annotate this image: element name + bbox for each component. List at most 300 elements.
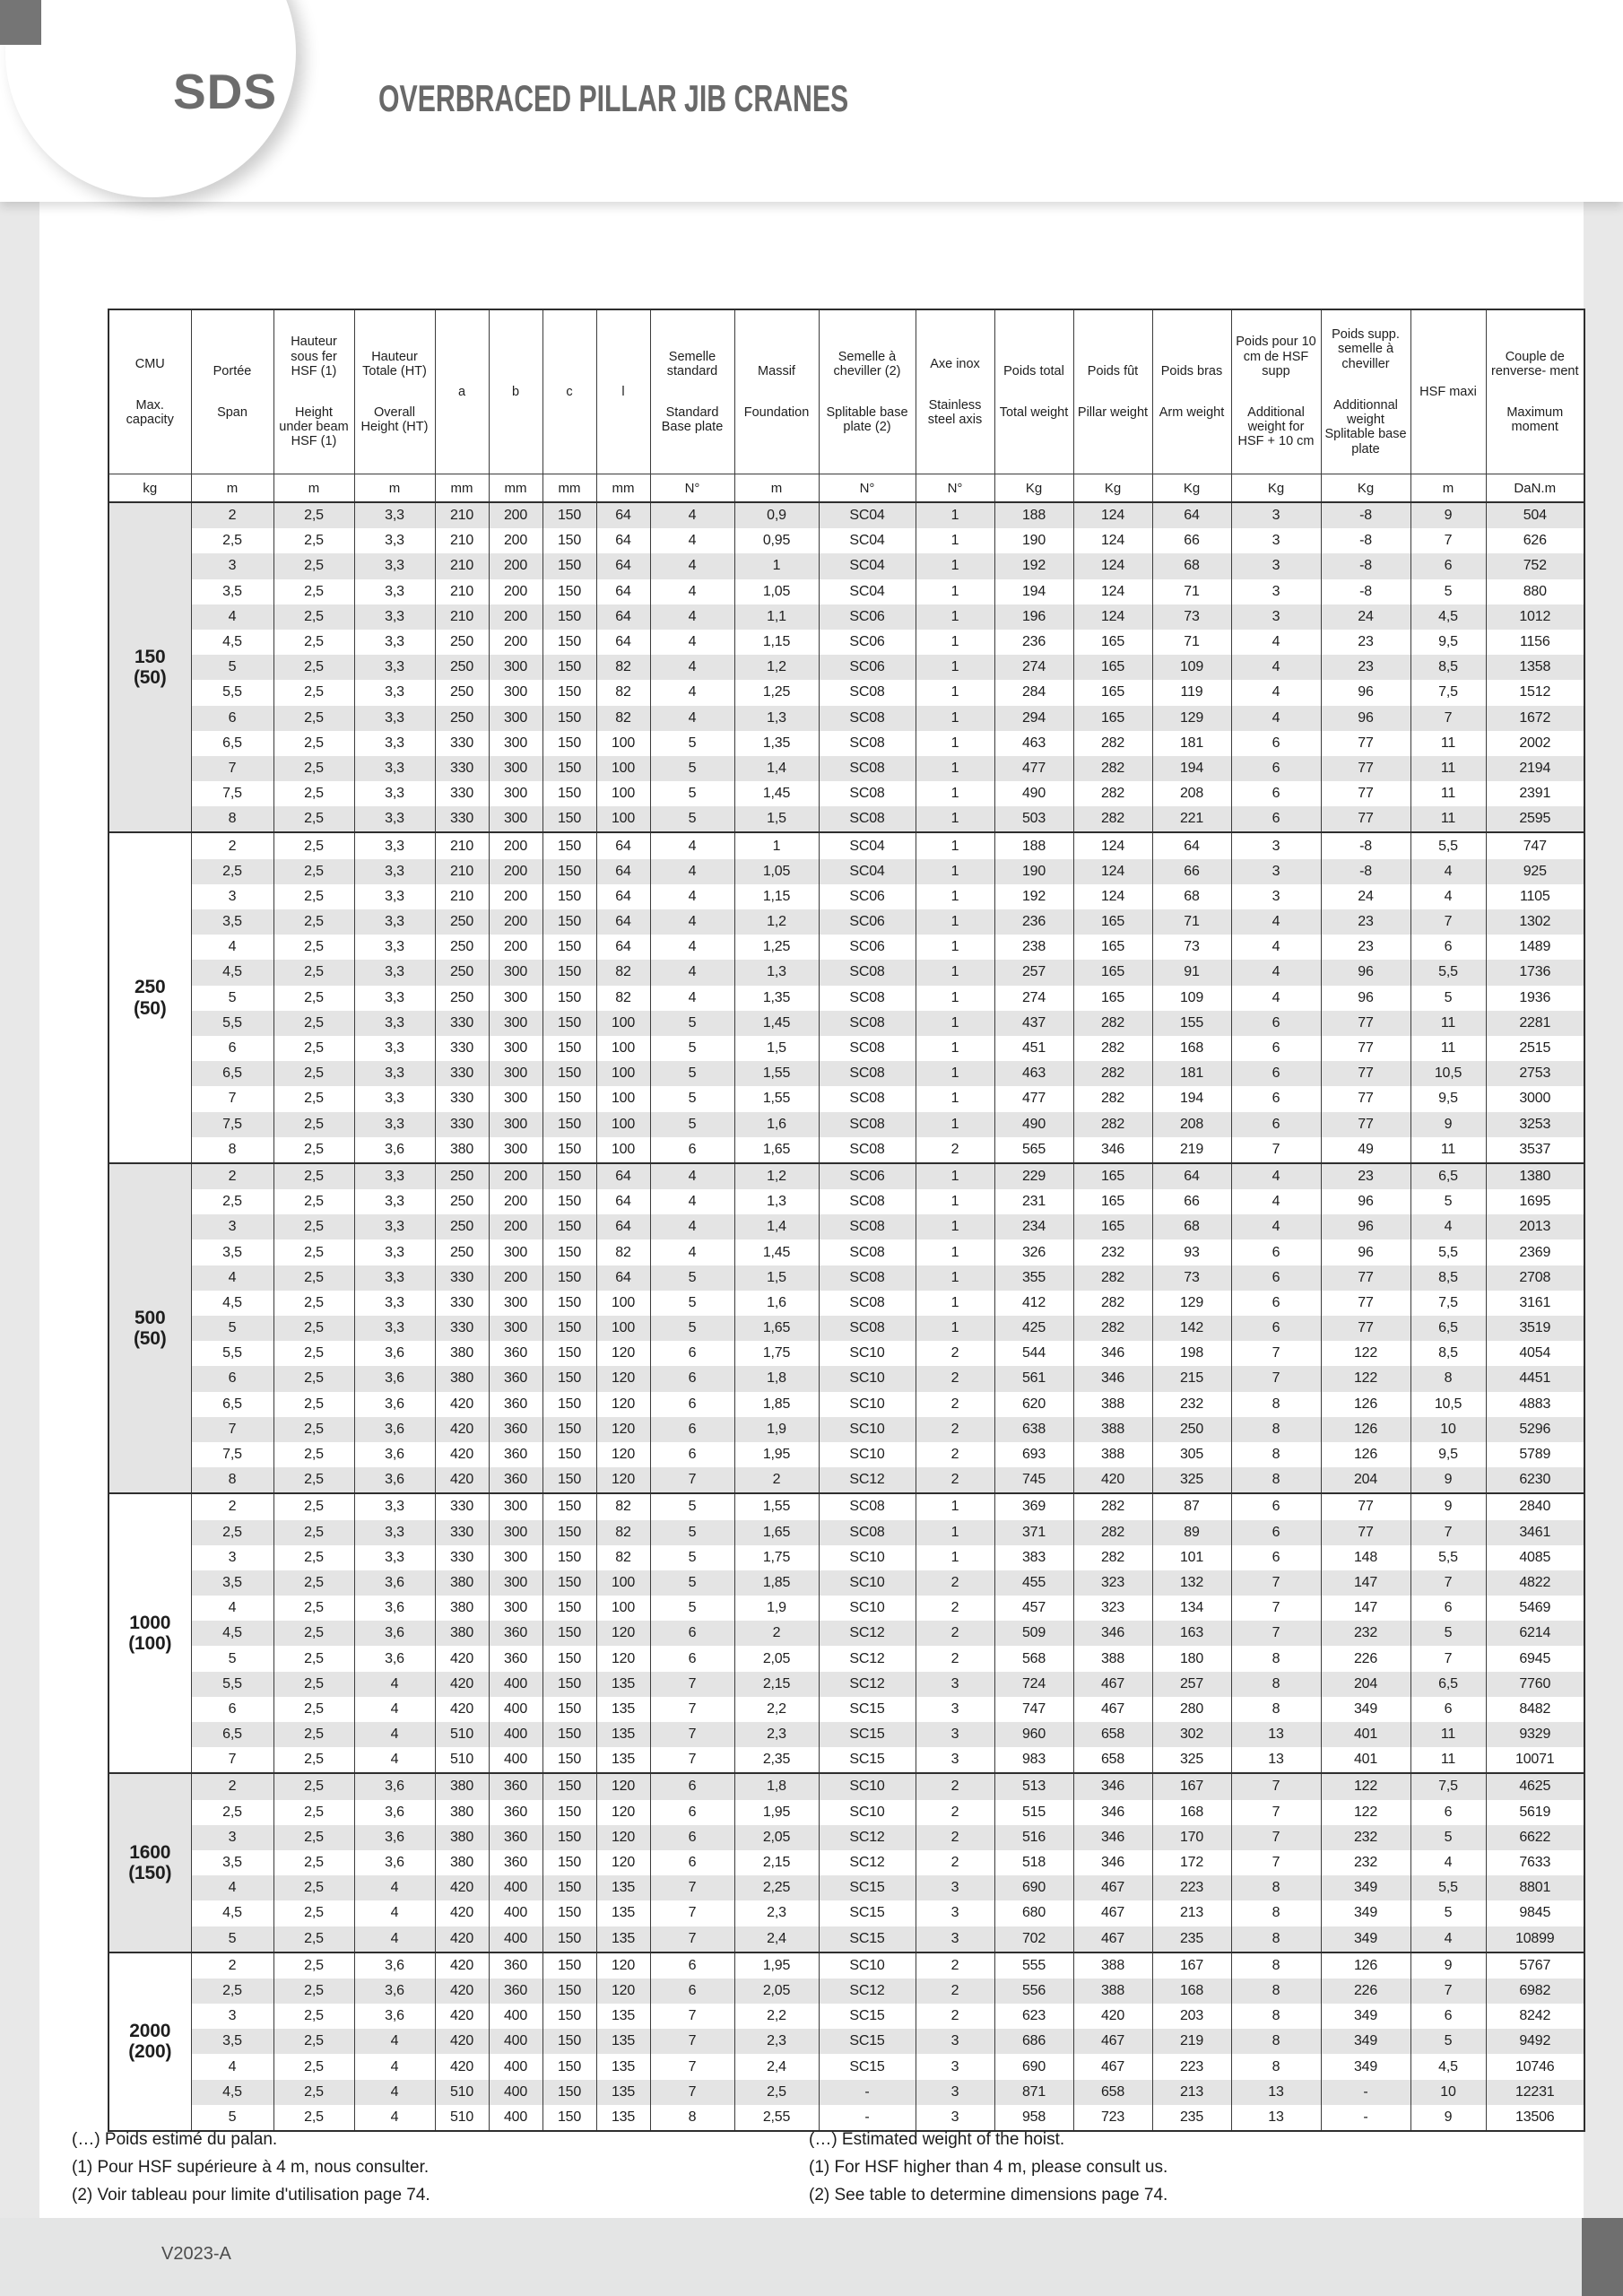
table-cell: 5 xyxy=(191,1926,273,1952)
table-row xyxy=(108,1979,1584,2004)
table-cell: 210 xyxy=(435,579,489,604)
unit-cell: mm xyxy=(435,474,489,503)
table-cell: SC08 xyxy=(819,1493,916,1519)
table-cell: 8801 xyxy=(1486,1875,1584,1900)
table-cell: 64 xyxy=(596,935,650,960)
table-cell: 6 xyxy=(1231,1265,1321,1291)
table-cell: SC08 xyxy=(819,680,916,705)
table-cell: 150 xyxy=(542,909,596,935)
table-cell: 2,5 xyxy=(273,1979,354,2004)
table-cell: 2 xyxy=(191,1493,273,1519)
column-label-fr: Hauteur sous fer HSF (1) xyxy=(291,335,337,378)
column-label-en: Additional weight for HSF + 10 cm xyxy=(1237,405,1315,449)
table-cell: 6 xyxy=(650,1417,734,1442)
table-cell: 4 xyxy=(354,1672,435,1697)
table-cell: 8 xyxy=(1410,1366,1486,1391)
table-cell: 82 xyxy=(596,1520,650,1545)
table-cell: 9,5 xyxy=(1410,1442,1486,1467)
table-cell: 300 xyxy=(489,1545,542,1570)
table-cell: 71 xyxy=(1152,579,1231,604)
table-cell: 300 xyxy=(489,1086,542,1111)
table-cell: 172 xyxy=(1152,1850,1231,1875)
table-cell: 300 xyxy=(489,1061,542,1086)
table-cell: 2,5 xyxy=(273,1646,354,1671)
table-cell: 7,5 xyxy=(191,1112,273,1137)
table-cell: 346 xyxy=(1073,1773,1152,1799)
table-cell: SC08 xyxy=(819,706,916,731)
table-cell: 11 xyxy=(1410,756,1486,781)
table-cell: 96 xyxy=(1321,960,1410,985)
column-header xyxy=(650,309,734,474)
table-cell: 2,15 xyxy=(734,1850,819,1875)
table-cell: 425 xyxy=(994,1316,1073,1341)
table-cell: 1,45 xyxy=(734,1239,819,1265)
table-cell: 503 xyxy=(994,806,1073,832)
table-cell: 4 xyxy=(650,630,734,655)
table-cell: 4 xyxy=(1231,1214,1321,1239)
capacity-value: 1000 xyxy=(129,1612,171,1633)
table-cell: 150 xyxy=(542,1545,596,1570)
table-cell: 2391 xyxy=(1486,781,1584,806)
table-cell: 204 xyxy=(1321,1467,1410,1493)
unit-cell: N° xyxy=(819,474,916,503)
table-cell: 565 xyxy=(994,1137,1073,1163)
table-cell: 400 xyxy=(489,2004,542,2029)
table-cell: 6 xyxy=(191,1366,273,1391)
column-header xyxy=(273,309,354,474)
table-cell: SC15 xyxy=(819,1697,916,1722)
table-cell: SC15 xyxy=(819,1722,916,1747)
table-cell: 71 xyxy=(1152,630,1231,655)
column-header xyxy=(1321,309,1410,474)
table-cell: 2,5 xyxy=(273,1875,354,1900)
table-cell: 64 xyxy=(1152,832,1231,858)
table-cell: 3 xyxy=(191,884,273,909)
table-cell: 4 xyxy=(1231,706,1321,731)
table-cell: 2,5 xyxy=(273,2054,354,2079)
table-cell: 2,5 xyxy=(273,884,354,909)
table-cell: 1 xyxy=(916,553,994,578)
table-cell: 8 xyxy=(1231,1467,1321,1493)
table-cell: 380 xyxy=(435,1137,489,1163)
table-cell: 8 xyxy=(1231,1672,1321,1697)
right-margin-strip xyxy=(1584,202,1623,2218)
table-cell: 2,5 xyxy=(191,1800,273,1825)
table-cell: 120 xyxy=(596,1341,650,1366)
table-cell: 2,3 xyxy=(734,1722,819,1747)
table-cell: 7 xyxy=(1410,528,1486,553)
table-cell: 232 xyxy=(1321,1850,1410,1875)
table-cell: SC06 xyxy=(819,884,916,909)
table-cell: 5,5 xyxy=(1410,960,1486,985)
table-cell: 2,5 xyxy=(273,781,354,806)
table-cell: 282 xyxy=(1073,806,1152,832)
table-cell: 150 xyxy=(542,756,596,781)
table-cell: 690 xyxy=(994,2054,1073,2079)
table-cell: 150 xyxy=(542,1570,596,1596)
table-cell: 96 xyxy=(1321,680,1410,705)
table-cell: 388 xyxy=(1073,1952,1152,1979)
table-cell: 150 xyxy=(542,1979,596,2004)
table-cell: 2,5 xyxy=(273,553,354,578)
table-cell: 120 xyxy=(596,1825,650,1850)
table-cell: 658 xyxy=(1073,1747,1152,1773)
table-cell: 2,5 xyxy=(273,1467,354,1493)
table-cell: 150 xyxy=(542,1722,596,1747)
table-cell: 2,5 xyxy=(273,2029,354,2054)
table-cell: 282 xyxy=(1073,1011,1152,1036)
table-cell: 3,6 xyxy=(354,1621,435,1646)
table-row xyxy=(108,1520,1584,1545)
table-cell: 330 xyxy=(435,806,489,832)
table-cell: 9,5 xyxy=(1410,1086,1486,1111)
table-cell: 400 xyxy=(489,1697,542,1722)
table-cell: 282 xyxy=(1073,1545,1152,1570)
table-cell: 300 xyxy=(489,680,542,705)
table-cell: 64 xyxy=(596,1214,650,1239)
column-header xyxy=(596,309,650,474)
table-cell: 282 xyxy=(1073,756,1152,781)
table-cell: 3,3 xyxy=(354,832,435,858)
table-cell: 467 xyxy=(1073,1926,1152,1952)
column-header xyxy=(916,309,994,474)
table-cell: SC15 xyxy=(819,1875,916,1900)
table-cell: 1,3 xyxy=(734,960,819,985)
table-cell: 77 xyxy=(1321,1265,1410,1291)
column-label-fr: Semelle standard xyxy=(666,349,718,378)
table-cell: 5 xyxy=(650,1011,734,1036)
table-cell: 2,5 xyxy=(273,1520,354,1545)
table-cell: 380 xyxy=(435,1773,489,1799)
table-cell: 9329 xyxy=(1486,1722,1584,1747)
table-row xyxy=(108,1850,1584,1875)
table-cell: 3,6 xyxy=(354,1442,435,1467)
table-cell: 250 xyxy=(435,1189,489,1214)
table-cell: 71 xyxy=(1152,909,1231,935)
table-cell: 1 xyxy=(916,1036,994,1061)
table-row xyxy=(108,1036,1584,1061)
table-cell: 135 xyxy=(596,2029,650,2054)
table-cell: 6 xyxy=(1231,1493,1321,1519)
table-cell: 200 xyxy=(489,630,542,655)
table-cell: 2,5 xyxy=(273,1189,354,1214)
table-cell: 1302 xyxy=(1486,909,1584,935)
table-cell: 120 xyxy=(596,1366,650,1391)
table-cell: 6 xyxy=(650,1952,734,1979)
table-cell: SC15 xyxy=(819,2054,916,2079)
table-cell: 2,5 xyxy=(273,935,354,960)
table-cell: 5296 xyxy=(1486,1417,1584,1442)
table-cell: SC10 xyxy=(819,1392,916,1417)
table-cell: 210 xyxy=(435,832,489,858)
table-cell: 556 xyxy=(994,1979,1073,2004)
table-cell: 6214 xyxy=(1486,1621,1584,1646)
table-cell: 10 xyxy=(1410,1417,1486,1442)
table-cell: 3,3 xyxy=(354,1112,435,1137)
table-row xyxy=(108,1672,1584,1697)
table-cell: 232 xyxy=(1152,1392,1231,1417)
table-cell: 3,5 xyxy=(191,579,273,604)
table-cell: 221 xyxy=(1152,806,1231,832)
table-cell: SC08 xyxy=(819,960,916,985)
table-cell: 5 xyxy=(650,1036,734,1061)
capacity-value: 2000 xyxy=(129,2020,171,2041)
table-cell: 150 xyxy=(542,1875,596,1900)
table-cell: 349 xyxy=(1321,1697,1410,1722)
table-cell: 64 xyxy=(596,1189,650,1214)
table-cell: 5 xyxy=(1410,2029,1486,2054)
table-cell: 2,5 xyxy=(273,604,354,630)
table-cell: 4 xyxy=(1410,859,1486,884)
table-cell: 6,5 xyxy=(1410,1163,1486,1189)
table-cell: 250 xyxy=(435,630,489,655)
table-cell: 1,45 xyxy=(734,1011,819,1036)
table-row xyxy=(108,1493,1584,1519)
table-cell: 360 xyxy=(489,1341,542,1366)
table-cell: 4 xyxy=(650,706,734,731)
table-row xyxy=(108,604,1584,630)
footnote-line: (…) Estimated weight of the hoist. xyxy=(809,2130,1065,2149)
column-header xyxy=(435,309,489,474)
table-cell: 165 xyxy=(1073,935,1152,960)
table-cell: 165 xyxy=(1073,909,1152,935)
table-cell: 3,6 xyxy=(354,2004,435,2029)
table-cell: 346 xyxy=(1073,1825,1152,1850)
table-cell: 9 xyxy=(1410,1467,1486,1493)
table-cell: 360 xyxy=(489,1850,542,1875)
table-cell: 150 xyxy=(542,806,596,832)
table-cell: 330 xyxy=(435,1112,489,1137)
table-cell: 5 xyxy=(650,781,734,806)
table-cell: 380 xyxy=(435,1341,489,1366)
table-cell: 2 xyxy=(916,1467,994,1493)
table-cell: 3,3 xyxy=(354,1291,435,1316)
table-cell: 1,75 xyxy=(734,1341,819,1366)
table-cell: 300 xyxy=(489,960,542,985)
table-cell: SC08 xyxy=(819,1520,916,1545)
table-cell: 134 xyxy=(1152,1596,1231,1621)
table-cell: 66 xyxy=(1152,859,1231,884)
table-cell: 135 xyxy=(596,1722,650,1747)
table-cell: 420 xyxy=(435,1979,489,2004)
table-cell: 122 xyxy=(1321,1773,1410,1799)
table-cell: 490 xyxy=(994,781,1073,806)
table-cell: 282 xyxy=(1073,1520,1152,1545)
table-cell: 8 xyxy=(1231,1875,1321,1900)
table-cell: 5 xyxy=(1410,579,1486,604)
table-cell: 77 xyxy=(1321,1316,1410,1341)
table-cell: 82 xyxy=(596,680,650,705)
table-cell: SC12 xyxy=(819,1467,916,1493)
table-cell: 23 xyxy=(1321,655,1410,680)
table-cell: 2,5 xyxy=(273,1621,354,1646)
table-cell: 150 xyxy=(542,986,596,1011)
capacity-value: 150 xyxy=(135,646,166,667)
table-cell: 282 xyxy=(1073,781,1152,806)
table-cell: 6 xyxy=(191,706,273,731)
table-cell: 330 xyxy=(435,1011,489,1036)
table-row xyxy=(108,731,1584,756)
table-cell: 2708 xyxy=(1486,1265,1584,1291)
table-cell: 6 xyxy=(1231,731,1321,756)
table-cell: 1156 xyxy=(1486,630,1584,655)
table-cell: 3,3 xyxy=(354,1214,435,1239)
table-cell: 165 xyxy=(1073,1189,1152,1214)
table-cell: 135 xyxy=(596,1875,650,1900)
table-row xyxy=(108,1825,1584,1850)
table-cell: 210 xyxy=(435,528,489,553)
table-cell: 1 xyxy=(916,781,994,806)
table-cell: 7 xyxy=(1231,1773,1321,1799)
table-cell: 323 xyxy=(1073,1596,1152,1621)
table-cell: 77 xyxy=(1321,806,1410,832)
table-cell: 150 xyxy=(542,960,596,985)
table-cell: 3461 xyxy=(1486,1520,1584,1545)
table-cell: 8 xyxy=(1231,1926,1321,1952)
table-cell: 2,5 xyxy=(734,2080,819,2105)
table-cell: SC06 xyxy=(819,1163,916,1189)
table-cell: 236 xyxy=(994,630,1073,655)
table-cell: 4 xyxy=(191,1265,273,1291)
table-cell: 250 xyxy=(1152,1417,1231,1442)
table-cell: 96 xyxy=(1321,986,1410,1011)
table-cell: 3,5 xyxy=(191,909,273,935)
table-cell: 7 xyxy=(191,1417,273,1442)
table-cell: 23 xyxy=(1321,935,1410,960)
table-cell: 1 xyxy=(916,884,994,909)
table-cell: 1 xyxy=(916,960,994,985)
table-cell: 7 xyxy=(650,2004,734,2029)
table-cell: 6 xyxy=(1231,1086,1321,1111)
footnote-line: (…) Poids estimé du palan. xyxy=(72,2130,278,2149)
table-cell: 1 xyxy=(916,1214,994,1239)
table-row xyxy=(108,1926,1584,1952)
table-cell: 400 xyxy=(489,2105,542,2131)
table-cell: 346 xyxy=(1073,1800,1152,1825)
table-cell: 2,5 xyxy=(273,1850,354,1875)
column-header xyxy=(1152,309,1231,474)
table-cell: 300 xyxy=(489,1036,542,1061)
table-cell: 8 xyxy=(1231,1979,1321,2004)
table-row xyxy=(108,909,1584,935)
table-cell: 150 xyxy=(542,1417,596,1442)
table-cell: 13 xyxy=(1231,2080,1321,2105)
specification-table xyxy=(108,309,1585,2132)
column-label-en: Standard Base plate xyxy=(661,405,724,435)
table-cell: 300 xyxy=(489,1570,542,1596)
table-cell: 4 xyxy=(1410,884,1486,909)
column-label-fr: Couple de renverse- ment xyxy=(1490,349,1579,378)
table-cell: 420 xyxy=(435,2054,489,2079)
version-label: V2023-A xyxy=(161,2244,231,2264)
table-cell: 64 xyxy=(596,553,650,578)
table-cell: 150 xyxy=(542,1112,596,1137)
table-cell: 5 xyxy=(650,1545,734,1570)
table-cell: 3,3 xyxy=(354,756,435,781)
table-cell: 5 xyxy=(650,1112,734,1137)
table-cell: 638 xyxy=(994,1417,1073,1442)
table-cell: 9 xyxy=(1410,1112,1486,1137)
table-cell: 5 xyxy=(650,1061,734,1086)
table-cell: 6 xyxy=(191,1697,273,1722)
table-cell: SC08 xyxy=(819,986,916,1011)
table-row xyxy=(108,1291,1584,1316)
table-cell: 3,5 xyxy=(191,1850,273,1875)
table-cell: 7 xyxy=(191,756,273,781)
table-cell: 437 xyxy=(994,1011,1073,1036)
table-cell: 5 xyxy=(191,986,273,1011)
table-cell: SC08 xyxy=(819,1036,916,1061)
table-cell: 3,3 xyxy=(354,935,435,960)
table-cell: 4 xyxy=(191,2054,273,2079)
table-cell: 1,65 xyxy=(734,1137,819,1163)
column-label-en: Total weight xyxy=(999,405,1069,420)
table-cell: SC12 xyxy=(819,1646,916,1671)
table-cell: 4 xyxy=(1231,1189,1321,1214)
table-cell: 13506 xyxy=(1486,2105,1584,2131)
table-cell: 150 xyxy=(542,1011,596,1036)
table-cell: 200 xyxy=(489,909,542,935)
table-cell: 1 xyxy=(734,553,819,578)
table-cell: 2,5 xyxy=(273,706,354,731)
table-cell: 463 xyxy=(994,731,1073,756)
table-cell: 64 xyxy=(596,1265,650,1291)
table-cell: 5 xyxy=(650,756,734,781)
table-cell: 658 xyxy=(1073,1722,1152,1747)
table-cell: 135 xyxy=(596,2080,650,2105)
table-cell: 380 xyxy=(435,1621,489,1646)
table-cell: 516 xyxy=(994,1825,1073,1850)
table-cell: SC12 xyxy=(819,1825,916,1850)
table-cell: 150 xyxy=(542,1621,596,1646)
unit-cell: m xyxy=(191,474,273,503)
table-cell: 8 xyxy=(1231,1697,1321,1722)
table-cell: 490 xyxy=(994,1112,1073,1137)
table-cell: 129 xyxy=(1152,706,1231,731)
table-cell: 135 xyxy=(596,1926,650,1952)
table-cell: 170 xyxy=(1152,1825,1231,1850)
unit-cell: m xyxy=(734,474,819,503)
table-cell: 4 xyxy=(354,1875,435,1900)
table-cell: 4 xyxy=(650,884,734,909)
table-cell: 388 xyxy=(1073,1979,1152,2004)
table-cell: 282 xyxy=(1073,1265,1152,1291)
table-cell: 96 xyxy=(1321,706,1410,731)
column-label-fr: Axe inox xyxy=(930,356,980,371)
table-cell: 7,5 xyxy=(191,1442,273,1467)
table-cell: 300 xyxy=(489,1112,542,1137)
table-cell: 3,6 xyxy=(354,1800,435,1825)
table-cell: 1,55 xyxy=(734,1061,819,1086)
capacity-group-label xyxy=(108,502,191,832)
table-row xyxy=(108,1722,1584,1747)
column-label-en: Max. capacity xyxy=(126,397,174,428)
table-cell: 9 xyxy=(1410,1952,1486,1979)
table-cell: 150 xyxy=(542,1163,596,1189)
table-row xyxy=(108,502,1584,528)
table-cell: 2 xyxy=(916,1392,994,1417)
table-cell: 119 xyxy=(1152,680,1231,705)
table-cell: 400 xyxy=(489,1722,542,1747)
table-cell: 120 xyxy=(596,1442,650,1467)
table-cell: 360 xyxy=(489,1467,542,1493)
table-cell: 150 xyxy=(542,1189,596,1214)
table-cell: 3,3 xyxy=(354,1011,435,1036)
table-cell: 1 xyxy=(916,604,994,630)
table-cell: 300 xyxy=(489,731,542,756)
table-cell: 2753 xyxy=(1486,1061,1584,1086)
table-cell: 150 xyxy=(542,1800,596,1825)
